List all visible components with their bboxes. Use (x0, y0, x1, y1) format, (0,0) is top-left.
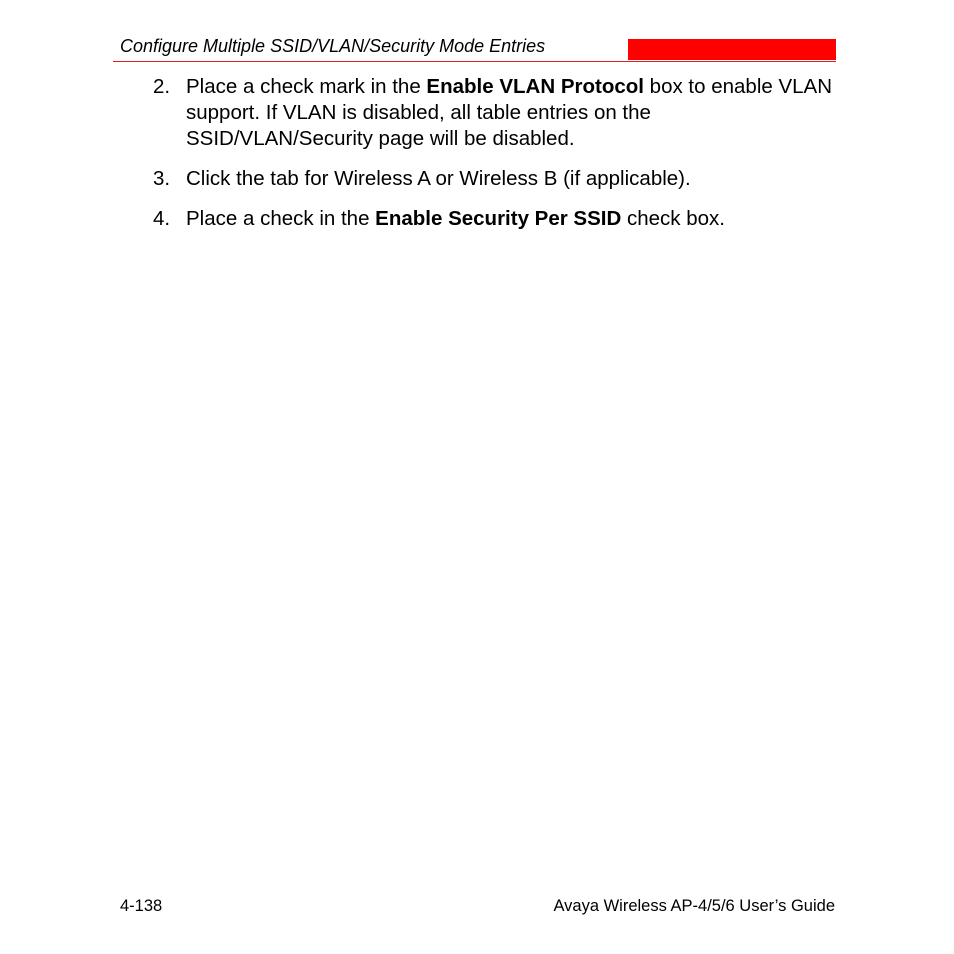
step-bold-term: Enable VLAN Protocol (426, 75, 644, 98)
step-text: Place a check mark in the (186, 75, 427, 98)
step-number: 2. (153, 75, 171, 98)
header-divider (113, 61, 836, 62)
instruction-steps (153, 74, 843, 232)
step-3 (153, 166, 843, 192)
running-header-title: Configure Multiple SSID/VLAN/Security Mode Entries (120, 36, 546, 56)
header-accent-bar (628, 39, 836, 60)
step-text: box to enable VLAN support. If VLAN is disabled, all table entries on the SSID/VLAN/Security page will be disabled. (186, 75, 833, 150)
step-number: 3. (153, 167, 171, 190)
step-text: Place a check in the (186, 207, 376, 230)
step-2 (153, 74, 843, 152)
step-text: check box. (621, 207, 725, 230)
step-text: Click the tab for Wireless A or Wireless B (if applicable). (186, 167, 691, 190)
step-number: 4. (153, 207, 171, 230)
step-4 (153, 206, 843, 232)
guide-title: Avaya Wireless AP-4/5/6 User’s Guide (553, 897, 835, 915)
page-number: 4-138 (120, 897, 163, 915)
step-bold-term: Enable Security Per SSID (375, 207, 622, 230)
